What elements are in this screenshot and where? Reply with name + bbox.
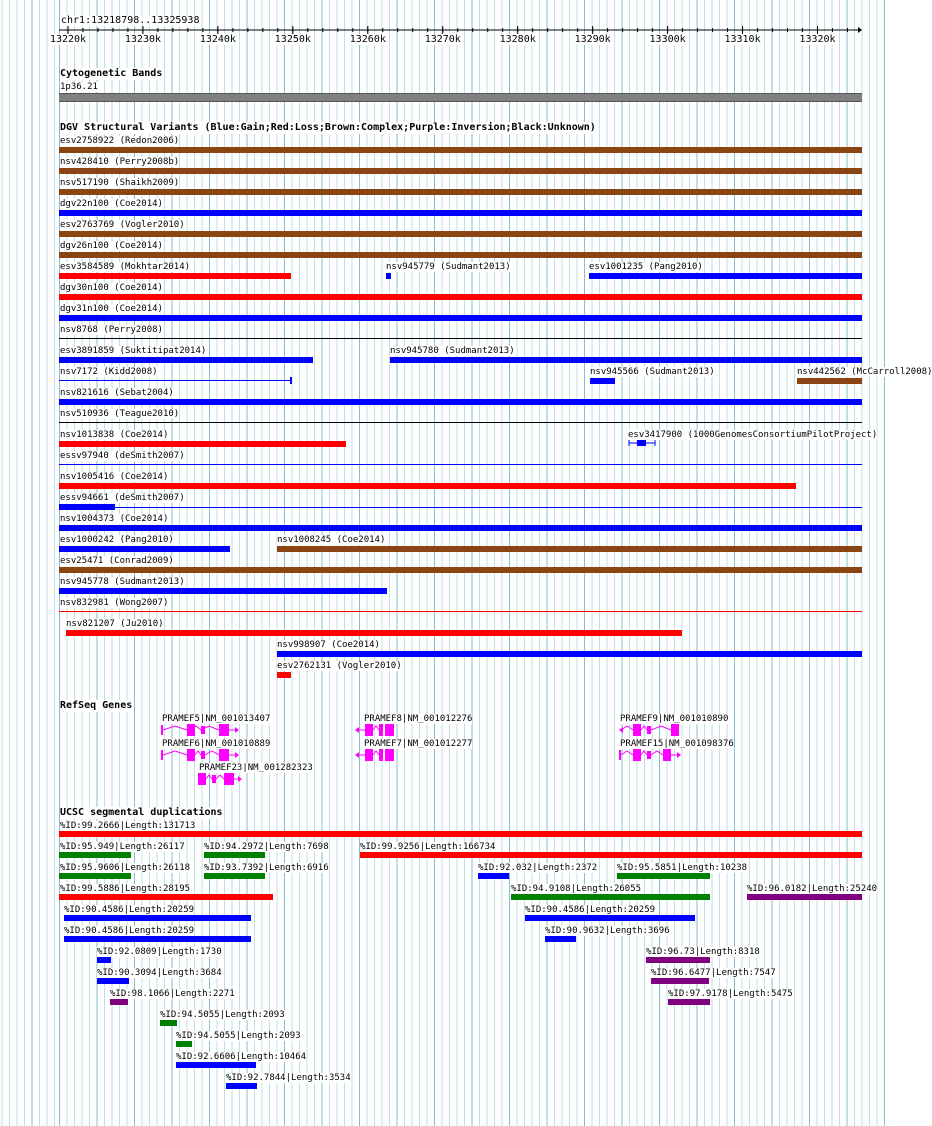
dgv-item-label: nsv1013838 (Coe2014)	[60, 430, 169, 440]
gene-label: PRAMEF7|NM_001012277	[364, 739, 473, 749]
dgv-item-label: nsv832981 (Wong2007)	[60, 598, 169, 608]
ruler-tick-label: 13320k	[799, 34, 836, 45]
gene-model-pramef9[interactable]	[619, 724, 683, 736]
dgv-item-bar[interactable]	[386, 273, 391, 279]
segdup-label: %ID:99.9256|Length:166734	[360, 842, 496, 852]
segdup-bar[interactable]	[668, 999, 710, 1005]
gene-label: PRAMEF15|NM_001098376	[620, 739, 734, 749]
dgv-item-label: dgv30n100 (Coe2014)	[60, 283, 163, 293]
dgv-item-bar[interactable]	[59, 546, 230, 552]
dgv-item-label: dgv22n100 (Coe2014)	[60, 199, 163, 209]
dgv-item-label: nsv945778 (Sudmant2013)	[60, 577, 185, 587]
dgv-item-label: nsv945566 (Sudmant2013)	[590, 367, 715, 377]
segdup-bar[interactable]	[59, 894, 273, 900]
dgv-item-split-glyph[interactable]	[628, 439, 658, 447]
dgv-item-label: nsv1004373 (Coe2014)	[60, 514, 169, 524]
dgv-item-bar[interactable]	[59, 399, 862, 405]
dgv-item-bar[interactable]	[66, 630, 682, 636]
segdup-label: %ID:92.7844|Length:3534	[226, 1073, 351, 1083]
dgv-item-end-mark	[290, 377, 292, 384]
segdup-bar[interactable]	[545, 936, 576, 942]
dgv-item-line[interactable]	[59, 464, 862, 465]
gene-model-pramef6[interactable]	[161, 749, 241, 761]
dgv-item-label: nsv1008245 (Coe2014)	[277, 535, 386, 545]
dgv-item-bar[interactable]	[590, 378, 615, 384]
gene-model-pramef23[interactable]	[198, 773, 244, 785]
dgv-item-line[interactable]	[59, 338, 862, 339]
dgv-item-bar[interactable]	[59, 294, 862, 300]
dgv-item-label: nsv510936 (Teague2010)	[60, 409, 180, 419]
dgv-item-label: esv1000242 (Pang2010)	[60, 535, 174, 545]
segdup-label: %ID:94.9108|Length:26055	[511, 884, 642, 894]
segdup-bar[interactable]	[59, 831, 862, 837]
dgv-item-label: esv25471 (Conrad2009)	[60, 556, 174, 566]
gene-model-pramef15[interactable]	[619, 749, 683, 761]
dgv-item-line	[115, 507, 862, 508]
dgv-item-bar[interactable]	[59, 441, 346, 447]
segdup-bar[interactable]	[204, 873, 265, 879]
segdup-bar[interactable]	[59, 873, 131, 879]
segdup-bar[interactable]	[176, 1041, 192, 1047]
dgv-item-bar[interactable]	[277, 546, 862, 552]
dgv-item-label: nsv7172 (Kidd2008)	[60, 367, 158, 377]
segdup-bar[interactable]	[360, 852, 862, 858]
cyto-track-title: Cytogenetic Bands	[60, 68, 163, 79]
dgv-item-bar[interactable]	[390, 357, 862, 363]
dgv-item-label: nsv821207 (Ju2010)	[66, 619, 164, 629]
ruler-tick-label: 13300k	[649, 34, 686, 45]
dgv-item-label: dgv31n100 (Coe2014)	[60, 304, 163, 314]
dgv-item-label: nsv945779 (Sudmant2013)	[386, 262, 511, 272]
dgv-item-bar[interactable]	[59, 567, 862, 573]
dgv-item-label: esv1001235 (Pang2010)	[589, 262, 703, 272]
ruler-tick-label: 13240k	[199, 34, 236, 45]
segdup-label: %ID:92.6606|Length:10464	[176, 1052, 307, 1062]
dgv-item-bar[interactable]	[59, 525, 862, 531]
dgv-item-bar[interactable]	[59, 252, 862, 258]
segdup-bar[interactable]	[64, 915, 251, 921]
gene-label: PRAMEF8|NM_001012276	[364, 714, 473, 724]
locus-label: chr1:13218798..13325938	[61, 15, 200, 26]
ruler-tick-label: 13280k	[499, 34, 536, 45]
dgv-item-label: esv2763769 (Vogler2010)	[60, 220, 185, 230]
refseq-track-title: RefSeq Genes	[60, 700, 133, 711]
ruler-tick-label: 13260k	[349, 34, 386, 45]
segdup-bar[interactable]	[651, 978, 709, 984]
segdup-bar[interactable]	[176, 1062, 256, 1068]
dgv-item-bar[interactable]	[59, 504, 115, 510]
segdup-label: %ID:96.73|Length:8318	[646, 947, 760, 957]
dgv-item-label: esv3584589 (Mokhtar2014)	[60, 262, 191, 272]
gene-model-pramef8[interactable]	[355, 724, 397, 736]
segdup-bar[interactable]	[97, 978, 129, 984]
segdup-bar[interactable]	[59, 852, 131, 858]
segdup-label: %ID:94.5055|Length:2093	[176, 1031, 301, 1041]
gene-model-pramef7[interactable]	[355, 749, 397, 761]
ruler-tick-label: 13220k	[49, 34, 87, 45]
dgv-item-label: essv94661 (deSmith2007)	[60, 493, 185, 503]
dgv-item-bar[interactable]	[59, 189, 862, 195]
dgv-item-label: esv2762131 (Vogler2010)	[277, 661, 402, 671]
segdup-label: %ID:97.9178|Length:5475	[668, 989, 793, 999]
dgv-item-label: dgv26n100 (Coe2014)	[60, 241, 163, 251]
dgv-item-bar[interactable]	[589, 273, 862, 279]
ruler-tick-label: 13310k	[724, 34, 761, 45]
segdup-label: %ID:99.2666|Length:131713	[60, 821, 196, 831]
segdup-bar[interactable]	[525, 915, 695, 921]
segdup-bar[interactable]	[110, 999, 128, 1005]
dgv-item-line[interactable]	[59, 611, 862, 612]
segdup-bar[interactable]	[646, 957, 710, 963]
dgv-item-bar[interactable]	[277, 651, 862, 657]
segdup-label: %ID:90.3094|Length:3684	[97, 968, 222, 978]
cyto-band-bar[interactable]	[59, 93, 862, 102]
gene-label: PRAMEF23|NM_001282323	[199, 763, 313, 773]
segdup-label: %ID:90.9632|Length:3696	[545, 926, 670, 936]
dgv-item-bar[interactable]	[59, 588, 387, 594]
dgv-item-label: esv3417900 (1000GenomesConsortiumPilotProject)	[628, 430, 878, 440]
segdup-bar[interactable]	[747, 894, 862, 900]
ruler-tick-label: 13250k	[274, 34, 311, 45]
segdup-label: %ID:90.4586|Length:20259	[64, 905, 195, 915]
dgv-item-label: nsv517190 (Shaikh2009)	[60, 178, 180, 188]
ruler-tick-label: 13270k	[424, 34, 461, 45]
segdup-label: %ID:96.0182|Length:25240	[747, 884, 878, 894]
dgv-item-bar[interactable]	[59, 168, 862, 174]
segdup-bar[interactable]	[478, 873, 509, 879]
segdup-label: %ID:99.5886|Length:28195	[60, 884, 191, 894]
dgv-item-label: essv97940 (deSmith2007)	[60, 451, 185, 461]
dgv-item-label: nsv8768 (Perry2008)	[60, 325, 163, 335]
segdup-label: %ID:98.1066|Length:2271	[110, 989, 235, 999]
dgv-item-bar[interactable]	[59, 210, 862, 216]
dgv-track-title: DGV Structural Variants (Blue:Gain;Red:Loss;Brown:Complex;Purple:Inversion;Black:Unknown)	[60, 122, 596, 133]
gene-label: PRAMEF5|NM_001013407	[162, 714, 271, 724]
dgv-item-bar[interactable]	[59, 147, 862, 153]
dgv-item-bar[interactable]	[59, 357, 313, 363]
segdup-label: %ID:95.5851|Length:10238	[617, 863, 748, 873]
segdup-bar[interactable]	[64, 936, 251, 942]
dgv-item-bar[interactable]	[59, 273, 291, 279]
gene-model-pramef5[interactable]	[161, 724, 241, 736]
segdup-bar[interactable]	[204, 852, 265, 858]
segdup-track-title: UCSC segmental duplications	[60, 807, 223, 818]
segdup-label: %ID:92.0809|Length:1730	[97, 947, 222, 957]
dgv-item-label: nsv821616 (Sebat2004)	[60, 388, 174, 398]
gene-label: PRAMEF6|NM_001010889	[162, 739, 271, 749]
dgv-item-bar[interactable]	[59, 315, 862, 321]
dgv-item-label: esv2758922 (Redon2006)	[60, 136, 180, 146]
dgv-item-label: nsv945780 (Sudmant2013)	[390, 346, 515, 356]
segdup-label: %ID:92.032|Length:2372	[478, 863, 598, 873]
segdup-bar[interactable]	[160, 1020, 177, 1026]
segdup-bar[interactable]	[511, 894, 710, 900]
segdup-bar[interactable]	[617, 873, 710, 879]
dgv-item-bar[interactable]	[59, 231, 862, 237]
ruler-tick-label: 13230k	[124, 34, 162, 45]
segdup-label: %ID:90.4586|Length:20259	[525, 905, 656, 915]
dgv-item-bar[interactable]	[277, 672, 291, 678]
dgv-item-label: nsv998907 (Coe2014)	[277, 640, 380, 650]
dgv-item-bar[interactable]	[797, 378, 862, 384]
dgv-item-bar[interactable]	[59, 483, 796, 489]
dgv-item-label: esv3891859 (Suktitipat2014)	[60, 346, 207, 356]
segdup-bar[interactable]	[226, 1083, 257, 1089]
cyto-band-label: 1p36.21	[60, 82, 98, 92]
segdup-label: %ID:94.5055|Length:2093	[160, 1010, 285, 1020]
segdup-label: %ID:96.6477|Length:7547	[651, 968, 776, 978]
dgv-item-line[interactable]	[59, 380, 291, 381]
dgv-item-label: nsv442562 (McCarroll2008)	[797, 367, 932, 377]
ruler-tick-label: 13290k	[574, 34, 611, 45]
segdup-label: %ID:90.4586|Length:20259	[64, 926, 195, 936]
segdup-label: %ID:94.2972|Length:7698	[204, 842, 329, 852]
dgv-item-label: nsv428410 (Perry2008b)	[60, 157, 180, 167]
dgv-item-line[interactable]	[59, 422, 862, 423]
segdup-label: %ID:95.949|Length:26117	[60, 842, 185, 852]
segdup-label: %ID:95.9606|Length:26118	[60, 863, 191, 873]
dgv-item-label: nsv1005416 (Coe2014)	[60, 472, 169, 482]
segdup-bar[interactable]	[97, 957, 111, 963]
segdup-label: %ID:93.7392|Length:6916	[204, 863, 329, 873]
gene-label: PRAMEF9|NM_001010890	[620, 714, 729, 724]
